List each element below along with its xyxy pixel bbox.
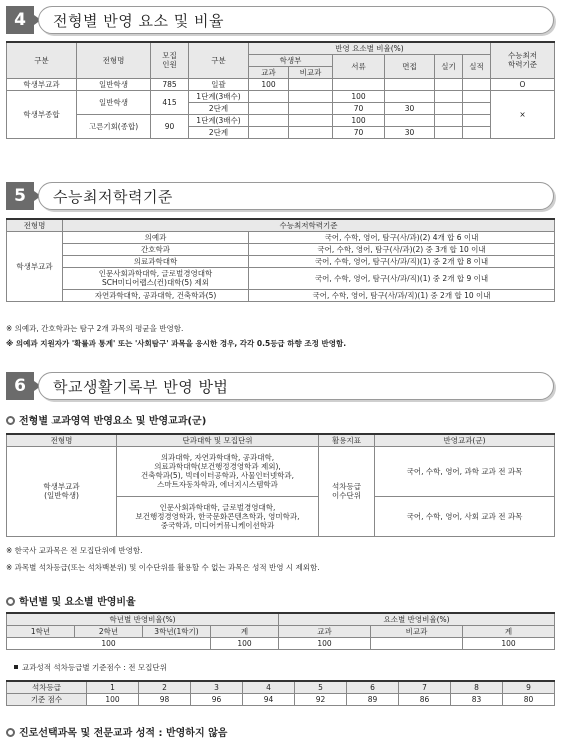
cell-index: 석차등급 이수단위 — [319, 446, 375, 536]
cell-criteria: 국어, 수학, 영어, 탐구(사/과/직)(1) 중 2개 합 10 이내 — [249, 289, 555, 301]
table-row — [7, 90, 555, 102]
circle-bullet-icon — [6, 597, 15, 606]
score-cell: 100 — [87, 693, 139, 705]
note: ※ 의예과, 간호학과는 탐구 2개 과목의 평균을 반영함. — [6, 324, 184, 333]
sub-heading: 전형별 교과영역 반영요소 및 반영교과(군) — [6, 412, 206, 427]
cell-name: 학생부교과 (일반학생) — [7, 446, 117, 536]
grade-cell: 2 — [139, 681, 191, 693]
grade-cell: 7 — [399, 681, 451, 693]
table-row — [7, 289, 555, 301]
table-row — [7, 114, 555, 126]
score-cell: 83 — [451, 693, 503, 705]
score-cell: 86 — [399, 693, 451, 705]
header-grade: 석차등급 — [7, 681, 87, 693]
cell-criteria: 국어, 수학, 영어, 탐구(사/과/직)(1) 중 2개 합 9 이내 — [249, 267, 555, 289]
cell-name: 일반학생 — [77, 90, 151, 114]
header-hakseng: 학생부 — [249, 54, 333, 66]
table-row — [7, 446, 555, 496]
grade-cell: 9 — [503, 681, 555, 693]
header-grade3: 3학년(1학기) — [143, 625, 211, 637]
table-row — [7, 637, 555, 649]
suneung-criteria-table — [6, 218, 555, 302]
table-row — [7, 255, 555, 267]
cell-empty — [371, 637, 463, 649]
header-grade1: 1학년 — [7, 625, 75, 637]
header-index: 활용지표 — [319, 434, 375, 446]
selection-ratio-table — [6, 41, 555, 139]
header-name: 전형명 — [7, 219, 63, 231]
grade-cell: 8 — [451, 681, 503, 693]
header-bigyogwa: 비교과 — [371, 625, 463, 637]
section-number: 4 — [6, 6, 34, 34]
cell-count: 415 — [151, 90, 189, 114]
section-4-header — [6, 6, 554, 36]
cell-empty — [385, 78, 435, 90]
header-count: 모집 인원 — [151, 42, 189, 78]
cell-myeonjeop: 30 — [385, 102, 435, 114]
section-number: 5 — [6, 182, 34, 210]
header-ratio: 반영 요소별 비율(%) — [249, 42, 491, 54]
grade-cell: 5 — [295, 681, 347, 693]
section-title-box — [38, 182, 554, 210]
header-gubun: 구분 — [7, 42, 77, 78]
cell-stage: 2단계 — [189, 126, 249, 138]
header-gyogwa: 교과 — [279, 625, 371, 637]
cell-suneung: × — [491, 90, 555, 138]
section-title: 수능최저학력기준 — [53, 188, 173, 206]
section-5-header — [6, 182, 554, 212]
header-score: 기준 점수 — [7, 693, 87, 705]
cell-empty — [333, 78, 385, 90]
header-name: 전형명 — [77, 42, 151, 78]
score-cell: 92 — [295, 693, 347, 705]
note: ※ 한국사 교과목은 전 모집단위에 반영함. — [6, 546, 143, 555]
small-note: 교과성적 석차등급별 기준점수 : 전 모집단위 — [14, 662, 167, 673]
cell-subjects: 국어, 수학, 영어, 사회 교과 전 과목 — [375, 496, 555, 536]
header-sum: 계 — [463, 625, 555, 637]
cell-stage: 2단계 — [189, 102, 249, 114]
section-title: 학교생활기록부 반영 방법 — [53, 378, 229, 396]
header-grade2: 2학년 — [75, 625, 143, 637]
cell-gyogwa: 100 — [249, 78, 289, 90]
note: ※ 과목별 석차등급(또는 석차백분위) 및 이수단위를 활용할 수 없는 과목은 성적 반영 시 제외함. — [6, 563, 320, 572]
header-bigyogwa: 비교과 — [289, 66, 333, 78]
cell-criteria: 국어, 수학, 영어, 탐구(사/과)(2) 4개 합 6 이내 — [249, 231, 555, 243]
table-row — [7, 243, 555, 255]
header-name: 전형명 — [7, 434, 117, 446]
cell-dept: 의과대학, 자연과학대학, 공과대학, 의료과학대학(보건행정경영학과 제외), 건축학과(5), 빅데이터공학과, 사물인터넷학과, 스마트자동차학과, 에너지시스템학과 — [117, 446, 319, 496]
cell-stage: 일괄 — [189, 78, 249, 90]
cell-dept: 간호학과 — [63, 243, 249, 255]
cell-seoryu: 100 — [333, 114, 385, 126]
score-cell: 80 — [503, 693, 555, 705]
note: ※ 의예과 지원자가 '확률과 통계' 또는 '사회탐구' 과목을 응시한 경우, 각각 0.5등급 하향 조정 반영함. — [6, 339, 347, 348]
cell-criteria: 국어, 수학, 영어, 탐구(사/과)(2) 중 3개 합 10 이내 — [249, 243, 555, 255]
cell-name: 일반학생 — [77, 78, 151, 90]
header-dept: 단과대학 및 모집단위 — [117, 434, 319, 446]
table-row — [7, 267, 555, 289]
section-title-box — [38, 6, 554, 34]
cell-sum: 100 — [463, 637, 555, 649]
circle-bullet-icon — [6, 416, 15, 425]
header-seoryu: 서류 — [333, 54, 385, 78]
header-gyogwa: 교과 — [249, 66, 289, 78]
sub-heading: 학년별 및 요소별 반영비율 — [6, 593, 136, 608]
cell-myeonjeop: 30 — [385, 126, 435, 138]
header-suneung: 수능최저 학력기준 — [491, 42, 555, 78]
grade-cell: 6 — [347, 681, 399, 693]
section-title-box — [38, 372, 554, 400]
grade-score-table — [6, 680, 555, 706]
header-elem-ratio: 요소별 반영비율(%) — [279, 613, 555, 625]
table-row — [7, 693, 555, 705]
cell-sum: 100 — [211, 637, 279, 649]
cell-seoryu: 70 — [333, 126, 385, 138]
year-ratio-table — [6, 612, 555, 650]
cell-seoryu: 70 — [333, 102, 385, 114]
cell-subjects: 국어, 수학, 영어, 과학 교과 전 과목 — [375, 446, 555, 496]
subject-area-table — [6, 433, 555, 537]
sub-heading: 진로선택과목 및 전문교과 성적 : 반영하지 않음 — [6, 724, 227, 739]
cell-stage: 1단계(3배수) — [189, 90, 249, 102]
cell-dept: 의예과 — [63, 231, 249, 243]
cell-name: 고른기회(종합) — [77, 114, 151, 138]
section-number: 6 — [6, 372, 34, 400]
header-siljeok: 실적 — [463, 54, 491, 78]
header-criteria: 수능최저학력기준 — [63, 219, 555, 231]
score-cell: 89 — [347, 693, 399, 705]
cell-dept: 자연과학대학, 공과대학, 건축학과(5) — [63, 289, 249, 301]
cell-dept: 인문사회과학대학, 글로벌경영대학 SCH미디어랩스(컨)대학(5) 제외 — [63, 267, 249, 289]
circle-bullet-icon — [6, 728, 15, 737]
cell-group: 학생부종합 — [7, 90, 77, 138]
cell-empty — [289, 78, 333, 90]
cell-empty — [435, 78, 463, 90]
cell-group: 학생부교과 — [7, 231, 63, 301]
header-year-ratio: 학년별 반영비율(%) — [7, 613, 279, 625]
cell-count: 90 — [151, 114, 189, 138]
score-cell: 96 — [191, 693, 243, 705]
score-cell: 98 — [139, 693, 191, 705]
cell-gubun: 학생부교과 — [7, 78, 77, 90]
table-row — [7, 231, 555, 243]
grade-cell: 3 — [191, 681, 243, 693]
grade-cell: 4 — [243, 681, 295, 693]
header-subjects: 반영교과(군) — [375, 434, 555, 446]
cell-criteria: 국어, 수학, 영어, 탐구(사/과/직)(1) 중 2개 합 8 이내 — [249, 255, 555, 267]
header-myeonjeop: 면접 — [385, 54, 435, 78]
section-6-header — [6, 372, 554, 402]
cell-year-value: 100 — [7, 637, 211, 649]
cell-suneung: O — [491, 78, 555, 90]
square-bullet-icon — [14, 665, 18, 669]
grade-cell: 1 — [87, 681, 139, 693]
cell-count: 785 — [151, 78, 189, 90]
header-silgi: 실기 — [435, 54, 463, 78]
cell-seoryu: 100 — [333, 90, 385, 102]
section-title: 전형별 반영 요소 및 비율 — [53, 12, 224, 30]
header-stage: 구분 — [189, 42, 249, 78]
score-cell: 94 — [243, 693, 295, 705]
cell-stage: 1단계(3배수) — [189, 114, 249, 126]
cell-empty — [463, 78, 491, 90]
header-sum: 계 — [211, 625, 279, 637]
table-row — [7, 78, 555, 90]
cell-dept: 의료과학대학 — [63, 255, 249, 267]
cell-dept: 인문사회과학대학, 글로벌경영대학, 보건행정경영학과, 한국문화콘텐츠학과, 영미학과, 중국학과, 미디어커뮤니케이션학과 — [117, 496, 319, 536]
cell-gyogwa: 100 — [279, 637, 371, 649]
